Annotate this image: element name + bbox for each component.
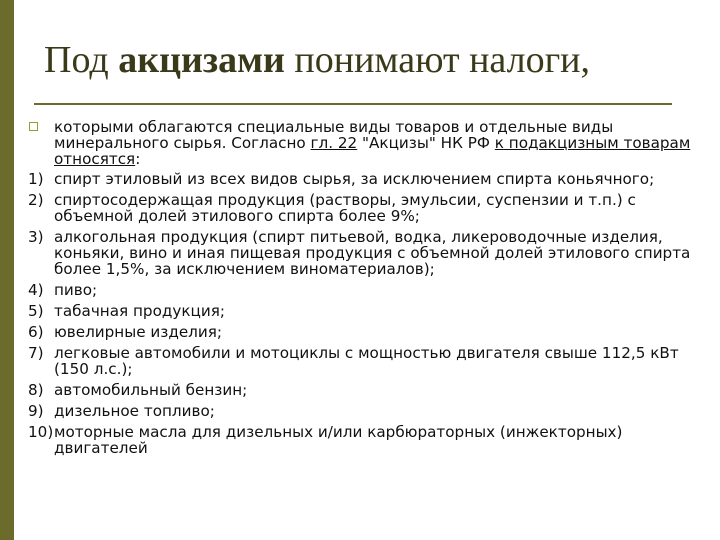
list-number: 1) [28,170,44,188]
list-item-text: моторные масла для дизельных и/или карбюраторных (инжекторных) двигателей [54,423,623,457]
square-bullet-icon [29,122,38,131]
list-item-text: автомобильный бензин; [54,381,248,399]
intro-paragraph [28,119,712,167]
list-item-text: ювелирные изделия; [54,323,223,341]
list-item-text: алкогольная продукция (спирт питьевой, водка, ликероводочные изделия, коньяки, вино и иная пищевая продукция с объемной долей этилового спирта более 1,5%, за исключением виноматериалов); [54,228,691,278]
list-item [28,382,712,398]
intro-text-middle: "Акцизы" НК РФ [357,134,495,152]
list-item [28,171,712,187]
list-number: 2) [28,191,44,209]
list-item-text: пиво; [54,281,98,299]
slide-body [28,119,712,461]
title-underline [34,103,672,105]
list-item [28,403,712,419]
list-item-text: легковые автомобили и мотоциклы с мощностью двигателя свыше 112,5 кВт (150 л.с.); [54,344,679,378]
list-number: 4) [28,281,44,299]
list-number: 3) [28,228,44,246]
title-prefix: Под [44,39,119,81]
list-item-text: табачная продукция; [54,302,225,320]
list-number: 8) [28,381,44,399]
link-chapter-22[interactable]: гл. 22 [310,134,358,152]
list-number: 6) [28,323,44,341]
intro-text-end: : [135,150,141,168]
list-item [28,229,712,277]
title-suffix: понимают налоги, [284,39,590,81]
list-item [28,424,712,456]
list-item [28,324,712,340]
link-excise-goods[interactable]: к подакцизным товарам относятся [54,134,691,168]
side-accent-bar [0,0,14,540]
slide-title [44,38,590,82]
list-number: 5) [28,302,44,320]
list-number: 10) [28,423,54,441]
list-item-text: спиртосодержащая продукция (растворы, эмульсии, суспензии и т.п.) с объемной долей этилового спирта более 9%; [54,191,636,225]
list-item [28,192,712,224]
list-item [28,303,712,319]
list-item [28,282,712,298]
intro-text-start: которыми облагаются специальные виды товаров и отдельные виды минерального сырья. Согласно [54,118,614,152]
list-item [28,345,712,377]
list-number: 7) [28,344,44,362]
list-item-text: спирт этиловый из всех видов сырья, за исключением спирта коньячного; [54,170,655,188]
title-bold-word: акцизами [118,39,285,81]
list-item-text: дизельное топливо; [54,402,215,420]
list-number: 9) [28,402,44,420]
